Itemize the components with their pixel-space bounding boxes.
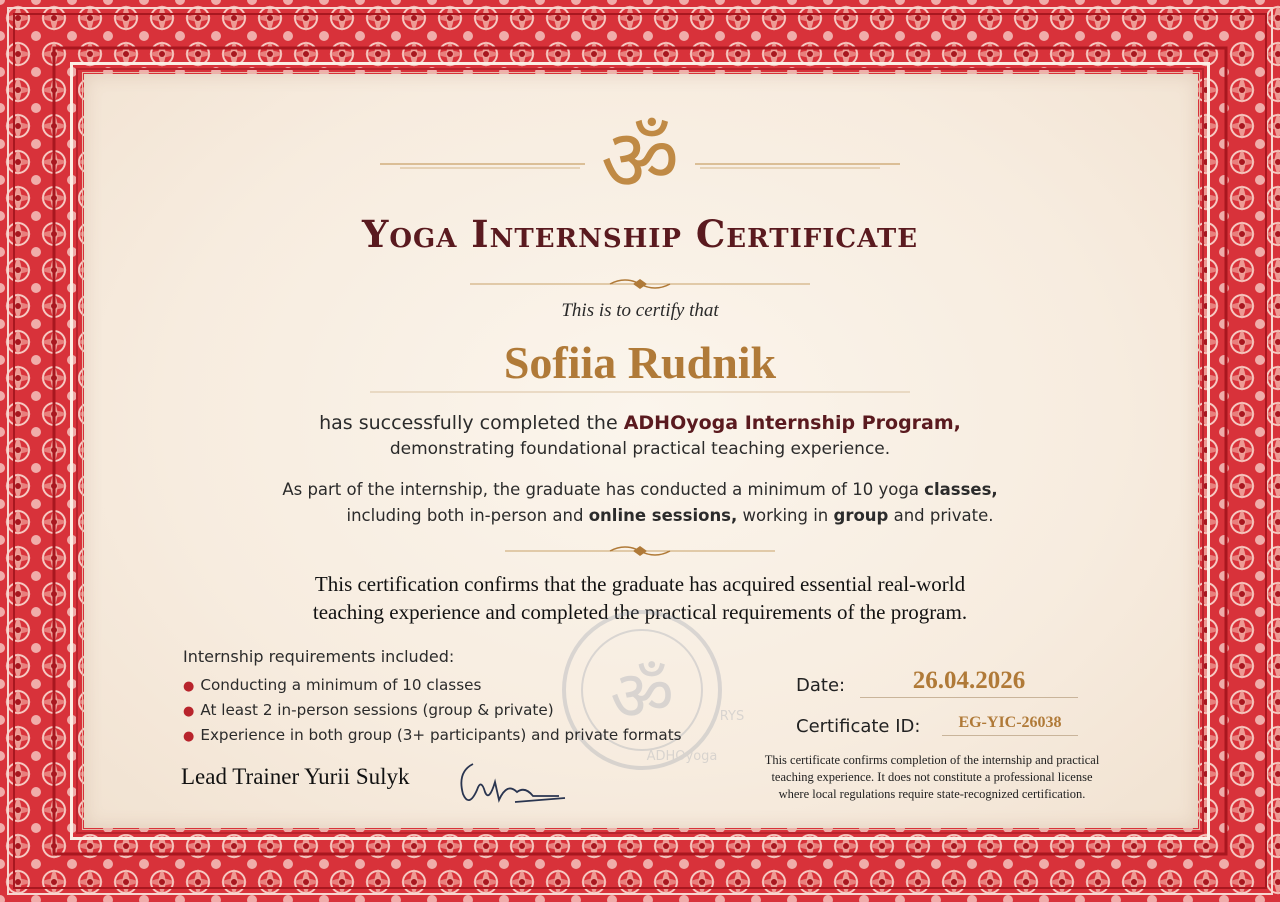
- svg-text:ॐ: ॐ: [600, 112, 680, 204]
- list-item: ● At least 2 in-person sessions (group & private): [183, 701, 554, 719]
- detail-online: online sessions,: [588, 506, 738, 525]
- detail-group: group: [833, 506, 889, 525]
- certificate-title: Yoga Internship Certificate: [361, 212, 919, 256]
- completion-line-2: demonstrating foundational practical teaching experience.: [389, 439, 891, 459]
- ornamental-divider: [470, 276, 810, 292]
- certificate-id-value: EG-YIC-26038: [942, 714, 1078, 736]
- detail-line-2e: and private.: [888, 506, 994, 525]
- certificate-id-label: Certificate ID:: [796, 716, 921, 737]
- svg-text:ॐ: ॐ: [610, 655, 674, 737]
- confirm-line-2: teaching experience and completed the practical requirements of the program.: [312, 600, 968, 624]
- bullet-icon: ●: [183, 704, 195, 719]
- ornamental-divider-2: [505, 543, 775, 559]
- date-value: 26.04.2026: [860, 667, 1078, 698]
- requirements-title: Internship requirements included:: [183, 647, 455, 666]
- detail-line-2c: working in: [737, 506, 834, 525]
- disclaimer: This certificate confirms completion of the internship and practical teaching experience. It does not constitute a professional license where local regulations require state-recognized certification.: [764, 753, 1100, 801]
- program-name: ADHOyoga Internship Program,: [623, 412, 961, 434]
- bullet-icon: ●: [183, 679, 195, 694]
- certify-line: This is to certify that: [561, 300, 719, 321]
- detail-text: [0, 477, 1280, 529]
- name-underline: [370, 390, 910, 394]
- confirm-line-1: This certification confirms that the graduate has acquired essential real-world: [314, 572, 966, 596]
- signature: [455, 752, 570, 812]
- completion-text: [0, 410, 1280, 462]
- trainer-label: Lead Trainer Yurii Sulyk: [181, 764, 410, 789]
- list-item: ● Experience in both group (3+ participants) and private formats: [183, 726, 682, 744]
- detail-classes: classes,: [924, 480, 998, 499]
- om-icon: [590, 112, 690, 204]
- detail-line-1: As part of the internship, the graduate has conducted a minimum of 10 yoga: [282, 480, 925, 499]
- bullet-icon: ●: [183, 729, 195, 744]
- recipient-name: Sofiia Rudnik: [503, 337, 777, 388]
- list-item: ● Conducting a minimum of 10 classes: [183, 676, 482, 694]
- date-label: Date:: [796, 675, 846, 696]
- stamp-text-rys: RYS: [719, 709, 745, 724]
- completion-line-1: has successfully completed the: [319, 412, 624, 434]
- requirements-list: [183, 673, 682, 748]
- stamp-text: ADHOyoga: [646, 749, 718, 764]
- detail-line-2a: including both in-person and: [346, 506, 589, 525]
